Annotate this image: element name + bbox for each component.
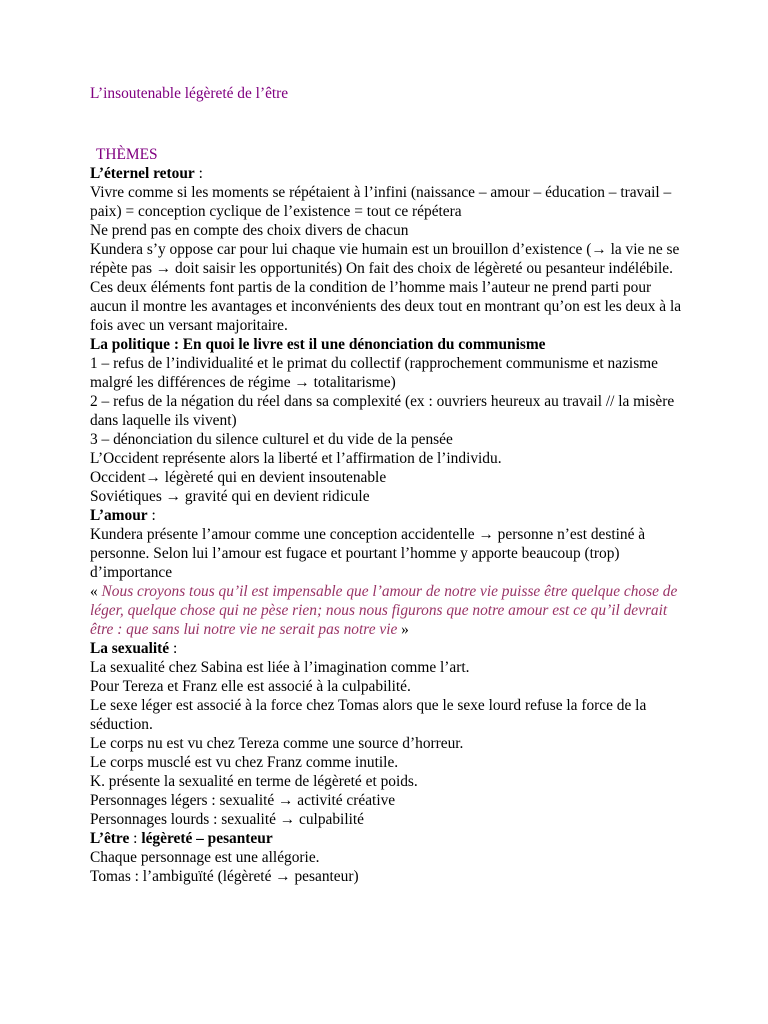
politique-paragraph-5: Occident→ légèreté qui en devient insoutenable (90, 469, 387, 486)
sexualite-paragraph-7: Personnages légers : sexualité → activité créative (90, 792, 396, 809)
document-page (90, 84, 690, 886)
etre-paragraph-1: Chaque personnage est une allégorie. (90, 849, 320, 866)
sexualite-paragraph-6: K. présente la sexualité en terme de légèreté et poids. (90, 773, 418, 790)
eternel-retour-paragraph-3: Kundera s’y oppose car pour lui chaque vie humain est un brouillon d’existence (→ la vie ne se répète pas → doit saisir les opportunités) On fait des choix de légèreté ou pesanteur indélébile. Ces deux éléments font partis de la condition de l’homme mais l’auteur ne prend parti pour aucun il montre les avantages et inconvénients des deux tout en montrant qu’on est les deux à la fois avec un versant majoritaire. (90, 241, 682, 334)
amour-paragraph-1: Kundera présente l’amour comme une conception accidentelle → personne n’est destiné à personne. Selon lui l’amour est fugace et pourtant l’homme y apporte beaucoup (trop) d’importance (90, 526, 646, 581)
etre-paragraph-2: Tomas : l’ambiguïté (légèreté → pesanteur) (90, 868, 359, 885)
eternel-retour-heading-line (90, 164, 690, 183)
themes-heading: THÈMES (96, 146, 158, 163)
politique-paragraph-4: L’Occident représente alors la liberté et l’affirmation de l’individu. (90, 450, 502, 467)
sexualite-paragraph-1: La sexualité chez Sabina est liée à l’imagination comme l’art. (90, 659, 470, 676)
amour-heading-suffix: : (147, 507, 156, 524)
etre-heading-separator: : (129, 830, 142, 847)
etre-heading-line (90, 829, 690, 848)
sexualite-paragraph-5: Le corps musclé est vu chez Franz comme inutile. (90, 754, 399, 771)
quote-close-mark: » (397, 621, 409, 638)
sexualite-paragraph-3: Le sexe léger est associé à la force chez Tomas alors que le sexe lourd refuse la force de la séduction. (90, 697, 647, 733)
eternel-retour-heading-suffix: : (194, 165, 203, 182)
amour-quote-block (90, 582, 690, 639)
sexualite-heading-suffix: : (169, 640, 178, 657)
eternel-retour-paragraph-1: Vivre comme si les moments se répétaient à l’infini (naissance – amour – éducation – travail – paix) = conception cyclique de l’existence = tout ce répétera (90, 184, 672, 220)
politique-paragraph-6: Soviétiques → gravité qui en devient ridicule (90, 488, 370, 505)
eternel-retour-heading: L’éternel retour (90, 165, 195, 182)
sexualite-paragraph-8: Personnages lourds : sexualité → culpabilité (90, 811, 364, 828)
amour-heading: L’amour (90, 507, 148, 524)
sexualite-heading: La sexualité (90, 640, 170, 657)
politique-paragraph-1: 1 – refus de l’individualité et le primat du collectif (rapprochement communisme et nazisme malgré les différences de régime → totalitarisme) (90, 355, 658, 391)
amour-heading-line (90, 506, 690, 525)
eternel-retour-paragraph-2: Ne prend pas en compte des choix divers de chacun (90, 222, 409, 239)
quote-open-mark: « (90, 583, 102, 600)
politique-heading: La politique : En quoi le livre est il une dénonciation du communisme (90, 336, 546, 353)
politique-paragraph-2: 2 – refus de la négation du réel dans sa complexité (ex : ouvriers heureux au travail // la misère dans laquelle ils vivent) (90, 393, 675, 429)
amour-quote: Nous croyons tous qu’il est impensable que l’amour de notre vie puisse être quelque chose de léger, quelque chose qui ne pèse rien; nous nous figurons que notre amour est ce qu’il devrait être : que sans lui notre vie ne serait pas notre vie (90, 583, 678, 638)
etre-heading-subtitle: légèreté – pesanteur (141, 830, 273, 847)
sexualite-paragraph-2: Pour Tereza et Franz elle est associé à la culpabilité. (90, 678, 411, 695)
etre-heading: L’être (90, 830, 130, 847)
sexualite-paragraph-4: Le corps nu est vu chez Tereza comme une source d’horreur. (90, 735, 464, 752)
politique-paragraph-3: 3 – dénonciation du silence culturel et du vide de la pensée (90, 431, 453, 448)
sexualite-heading-line (90, 639, 690, 658)
document-title: L’insoutenable légèreté de l’être (90, 85, 289, 102)
